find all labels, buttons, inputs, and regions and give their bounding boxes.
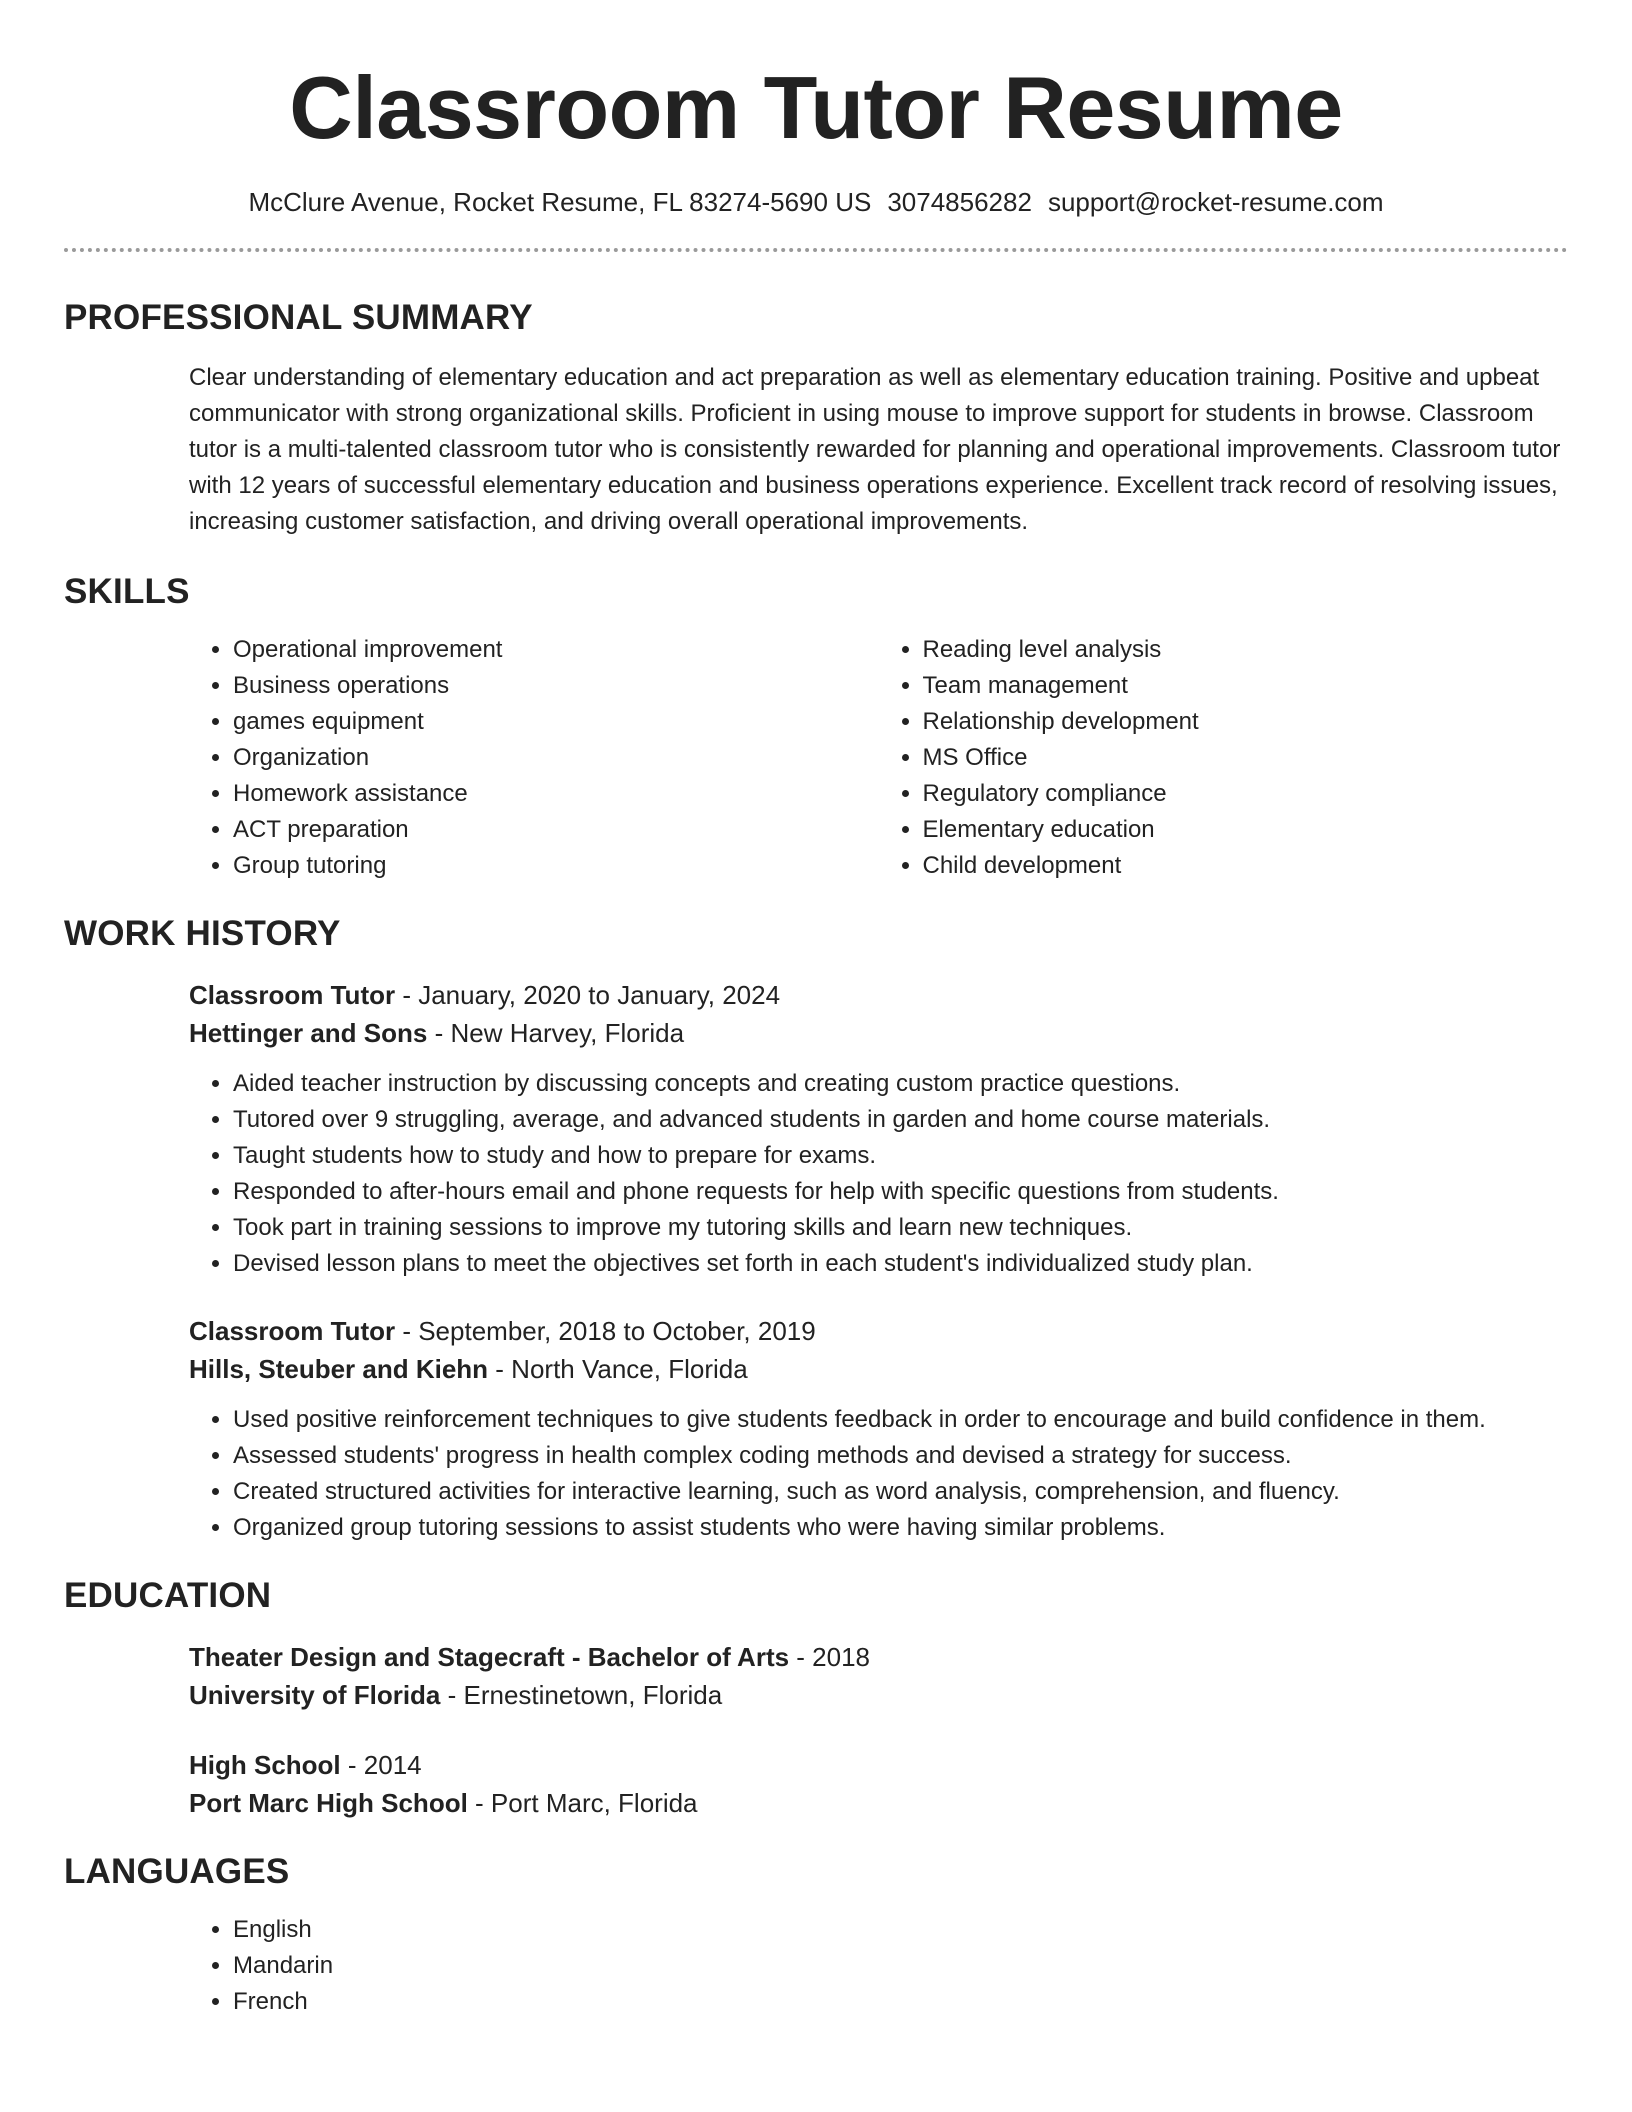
job-bullet: • Organized group tutoring sessions to assist students who were having similar problems. — [233, 1510, 1568, 1546]
job-bullet: • Created structured activities for interactive learning, such as word analysis, comprehension, and fluency. — [233, 1474, 1568, 1510]
languages-items — [189, 1912, 1568, 2020]
section-heading-languages: LANGUAGES — [64, 1852, 290, 1891]
skill-item: • Organization — [233, 740, 879, 776]
contact-email: support@rocket-resume.com — [1047, 187, 1384, 217]
summary-text: Clear understanding of elementary education and act preparation as well as elementary education training. Positive and upbeat communicator with strong organizational skills. Proficient in using mouse to improve support for students in browse. Classroom tutor is a multi-talented classroom tutor who is consistently rewarded for planning and operational improvements. Classroom tutor with 12 years of successful elementary education and business operations experience. Excellent track record of resolving issues, increasing customer satisfaction, and driving overall operational improvements. — [189, 364, 1561, 535]
education-degree: High School — [189, 1750, 341, 1780]
skill-item: • Regulatory compliance — [923, 776, 1569, 812]
skill-item: • Reading level analysis — [923, 632, 1569, 668]
education-school-line — [189, 1784, 1568, 1822]
skills-list — [64, 632, 1568, 884]
job-title: Classroom Tutor — [189, 1316, 396, 1346]
job-location: - North Vance, Florida — [488, 1354, 748, 1384]
skill-item: • ACT preparation — [233, 812, 879, 848]
education-degree-line — [189, 1746, 1568, 1784]
language-item: • French — [233, 1984, 1568, 2020]
education-entry — [64, 1746, 1568, 1822]
language-item: • English — [233, 1912, 1568, 1948]
section-heading-skills: SKILLS — [64, 572, 190, 611]
job-company: Hettinger and Sons — [189, 1018, 428, 1048]
contact-phone: 3074856282 — [887, 187, 1032, 217]
education-location: - Ernestinetown, Florida — [440, 1680, 723, 1710]
job-bullets — [189, 1066, 1568, 1282]
job-bullet: • Taught students how to study and how to prepare for exams. — [233, 1138, 1568, 1174]
education-entry — [64, 1638, 1568, 1714]
header-divider — [64, 248, 1568, 252]
job-bullet: • Used positive reinforcement techniques to give students feedback in order to encourage and build confidence in them. — [233, 1402, 1568, 1438]
contact-line — [64, 184, 1568, 220]
education-year: - 2014 — [340, 1750, 422, 1780]
job-bullet: • Aided teacher instruction by discussing concepts and creating custom practice questions. — [233, 1066, 1568, 1102]
language-item: • Mandarin — [233, 1948, 1568, 1984]
skill-item: • Operational improvement — [233, 632, 879, 668]
skills-column-right — [879, 632, 1569, 884]
job-bullet: • Responded to after-hours email and phone requests for help with specific questions from students. — [233, 1174, 1568, 1210]
education-degree: Theater Design and Stagecraft - Bachelor of Arts — [189, 1642, 790, 1672]
education-year: - 2018 — [789, 1642, 871, 1672]
skill-item: • MS Office — [923, 740, 1569, 776]
job-dates: - September, 2018 to October, 2019 — [395, 1316, 816, 1346]
job-dates: - January, 2020 to January, 2024 — [395, 980, 781, 1010]
job-bullet: • Assessed students' progress in health complex coding methods and devised a strategy for success. — [233, 1438, 1568, 1474]
skill-item: • Relationship development — [923, 704, 1569, 740]
job-title-line — [189, 1312, 1568, 1350]
job-location: - New Harvey, Florida — [427, 1018, 685, 1048]
education-degree-line — [189, 1638, 1568, 1676]
job-bullet: • Took part in training sessions to improve my tutoring skills and learn new techniques. — [233, 1210, 1568, 1246]
skill-item: • Team management — [923, 668, 1569, 704]
job-title-line — [189, 976, 1568, 1014]
job-entry — [64, 1312, 1568, 1546]
contact-address: McClure Avenue, Rocket Resume, FL 83274-5690 US — [248, 187, 872, 217]
section-heading-education: EDUCATION — [64, 1576, 272, 1615]
section-heading-work: WORK HISTORY — [64, 914, 341, 953]
skill-item: • Business operations — [233, 668, 879, 704]
job-company-line — [189, 1014, 1568, 1052]
skill-item: • games equipment — [233, 704, 879, 740]
education-location: - Port Marc, Florida — [467, 1788, 698, 1818]
job-entry — [64, 976, 1568, 1282]
skill-item: • Elementary education — [923, 812, 1569, 848]
skill-item: • Homework assistance — [233, 776, 879, 812]
section-heading-summary: PROFESSIONAL SUMMARY — [64, 298, 533, 337]
job-company-line — [189, 1350, 1568, 1388]
job-bullet: • Devised lesson plans to meet the objectives set forth in each student's individualized study plan. — [233, 1246, 1568, 1282]
education-school: Port Marc High School — [189, 1788, 468, 1818]
job-bullets — [189, 1402, 1568, 1546]
page-title: Classroom Tutor Resume — [289, 58, 1343, 157]
job-title: Classroom Tutor — [189, 980, 396, 1010]
skills-column-left — [189, 632, 879, 884]
languages-list — [64, 1912, 1568, 2020]
education-school: University of Florida — [189, 1680, 441, 1710]
skill-item: • Group tutoring — [233, 848, 879, 884]
job-bullet: • Tutored over 9 struggling, average, and advanced students in garden and home course materials. — [233, 1102, 1568, 1138]
education-school-line — [189, 1676, 1568, 1714]
skill-item: • Child development — [923, 848, 1569, 884]
job-company: Hills, Steuber and Kiehn — [189, 1354, 489, 1384]
